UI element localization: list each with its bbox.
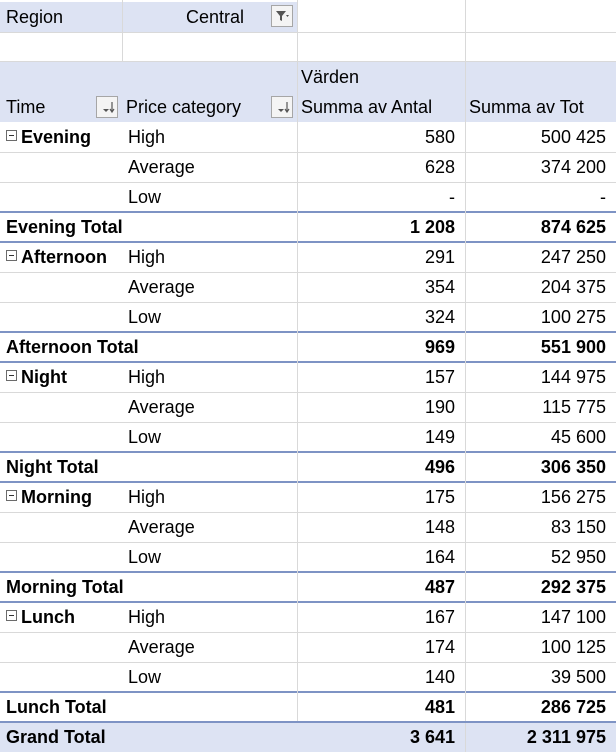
collapse-toggle-icon[interactable] xyxy=(6,610,17,621)
group-total-label: Evening Total xyxy=(6,217,123,237)
price-category-cell: Average xyxy=(128,397,195,417)
price-category-cell: Average xyxy=(128,157,195,177)
price-category-cell: High xyxy=(128,247,166,267)
group-total-antal: 496 xyxy=(424,457,455,477)
price-category-cell: Average xyxy=(128,637,195,657)
sort-dropdown-icon xyxy=(272,97,292,117)
col-header-price-category: Price category xyxy=(126,97,242,117)
time-group-name: Night xyxy=(21,367,67,387)
column-gridline xyxy=(297,0,298,722)
time-group-name: Afternoon xyxy=(21,247,107,267)
summa-antal-cell: 324 xyxy=(424,307,455,327)
col-header-time: Time xyxy=(6,97,46,117)
summa-antal-cell: 580 xyxy=(424,127,455,147)
values-label: Värden xyxy=(301,67,360,87)
time-group-label xyxy=(2,122,122,152)
group-total-antal: 481 xyxy=(424,697,455,717)
summa-tot-cell: 83 150 xyxy=(550,517,606,537)
summa-tot-cell: 374 200 xyxy=(540,157,606,177)
col-header-summa-tot: Summa av Tot xyxy=(469,97,584,117)
collapse-toggle-icon[interactable] xyxy=(6,490,17,501)
col-header-summa-antal: Summa av Antal xyxy=(301,97,433,117)
group-total-antal: 969 xyxy=(424,337,455,357)
summa-antal-cell: 291 xyxy=(424,247,455,267)
filter-label: Region xyxy=(6,7,64,27)
row-gridline xyxy=(0,32,616,33)
summa-tot-cell: 500 425 xyxy=(540,127,606,147)
collapse-toggle-icon[interactable] xyxy=(6,130,17,141)
filter-funnel-icon xyxy=(272,6,292,26)
group-total-tot: 286 725 xyxy=(540,697,606,717)
summa-antal-cell: 149 xyxy=(424,427,455,447)
time-group-name: Morning xyxy=(21,487,92,507)
grand-total-tot: 2 311 975 xyxy=(526,727,606,747)
row-gridline xyxy=(0,61,616,62)
summa-antal-cell: 190 xyxy=(424,397,455,417)
summa-tot-cell: 147 100 xyxy=(540,607,606,627)
grand-total-antal: 3 641 xyxy=(409,727,455,747)
group-total-tot: 306 350 xyxy=(540,457,606,477)
summa-antal-cell: 148 xyxy=(424,517,455,537)
price-category-cell: Low xyxy=(128,667,162,687)
collapse-toggle-icon[interactable] xyxy=(6,250,17,261)
column-gridline xyxy=(122,0,123,62)
summa-tot-cell: 100 275 xyxy=(540,307,606,327)
summa-antal-cell: 175 xyxy=(424,487,455,507)
group-total-label: Morning Total xyxy=(6,577,124,597)
summa-antal-cell: 167 xyxy=(424,607,455,627)
grand-total-label: Grand Total xyxy=(6,727,106,747)
group-total-label: Night Total xyxy=(6,457,99,477)
collapse-toggle-icon[interactable] xyxy=(6,370,17,381)
filter-value[interactable]: Central xyxy=(185,7,244,27)
summa-tot-cell: 144 975 xyxy=(540,367,606,387)
time-group-label xyxy=(2,602,122,632)
group-total-antal: 1 208 xyxy=(409,217,455,237)
summa-antal-cell: 174 xyxy=(424,637,455,657)
time-group-label xyxy=(2,242,122,272)
price-category-cell: High xyxy=(128,127,166,147)
summa-antal-cell: 628 xyxy=(424,157,455,177)
summa-tot-cell: 115 775 xyxy=(542,397,606,417)
time-sort-filter-button[interactable] xyxy=(96,96,118,118)
price-category-cell: Low xyxy=(128,427,162,447)
summa-antal-cell: 164 xyxy=(424,547,455,567)
price-category-cell: Average xyxy=(128,277,195,297)
group-total-label: Afternoon Total xyxy=(6,337,139,357)
group-total-tot: 874 625 xyxy=(540,217,606,237)
price-category-cell: High xyxy=(128,367,166,387)
time-group-label xyxy=(2,482,122,512)
time-group-name: Lunch xyxy=(21,607,75,627)
grand-total-rule xyxy=(0,721,616,723)
group-total-label: Lunch Total xyxy=(6,697,107,717)
summa-tot-cell: 39 500 xyxy=(550,667,606,687)
summa-antal-cell: 354 xyxy=(424,277,455,297)
summa-antal-cell: 157 xyxy=(424,367,455,387)
price-category-cell: Low xyxy=(128,307,162,327)
group-total-antal: 487 xyxy=(424,577,455,597)
group-total-tot: 292 375 xyxy=(540,577,606,597)
summa-tot-cell: 52 950 xyxy=(550,547,606,567)
summa-tot-cell: 247 250 xyxy=(540,247,606,267)
summa-tot-cell: 100 125 xyxy=(540,637,606,657)
summa-tot-cell: 45 600 xyxy=(550,427,606,447)
summa-tot-cell: 204 375 xyxy=(540,277,606,297)
summa-antal-cell: - xyxy=(449,187,455,207)
sort-dropdown-icon xyxy=(97,97,117,117)
price-category-cell: High xyxy=(128,607,166,627)
time-group-label xyxy=(2,362,122,392)
filter-dropdown-button[interactable] xyxy=(271,5,293,27)
price-category-cell: High xyxy=(128,487,166,507)
group-total-tot: 551 900 xyxy=(540,337,606,357)
summa-tot-cell: 156 275 xyxy=(540,487,606,507)
price-category-cell: Average xyxy=(128,517,195,537)
price-category-cell: Low xyxy=(128,187,162,207)
time-group-name: Evening xyxy=(21,127,92,147)
summa-antal-cell: 140 xyxy=(424,667,455,687)
price-category-cell: Low xyxy=(128,547,162,567)
price-category-sort-filter-button[interactable] xyxy=(271,96,293,118)
summa-tot-cell: - xyxy=(600,187,606,207)
column-gridline xyxy=(465,0,466,752)
